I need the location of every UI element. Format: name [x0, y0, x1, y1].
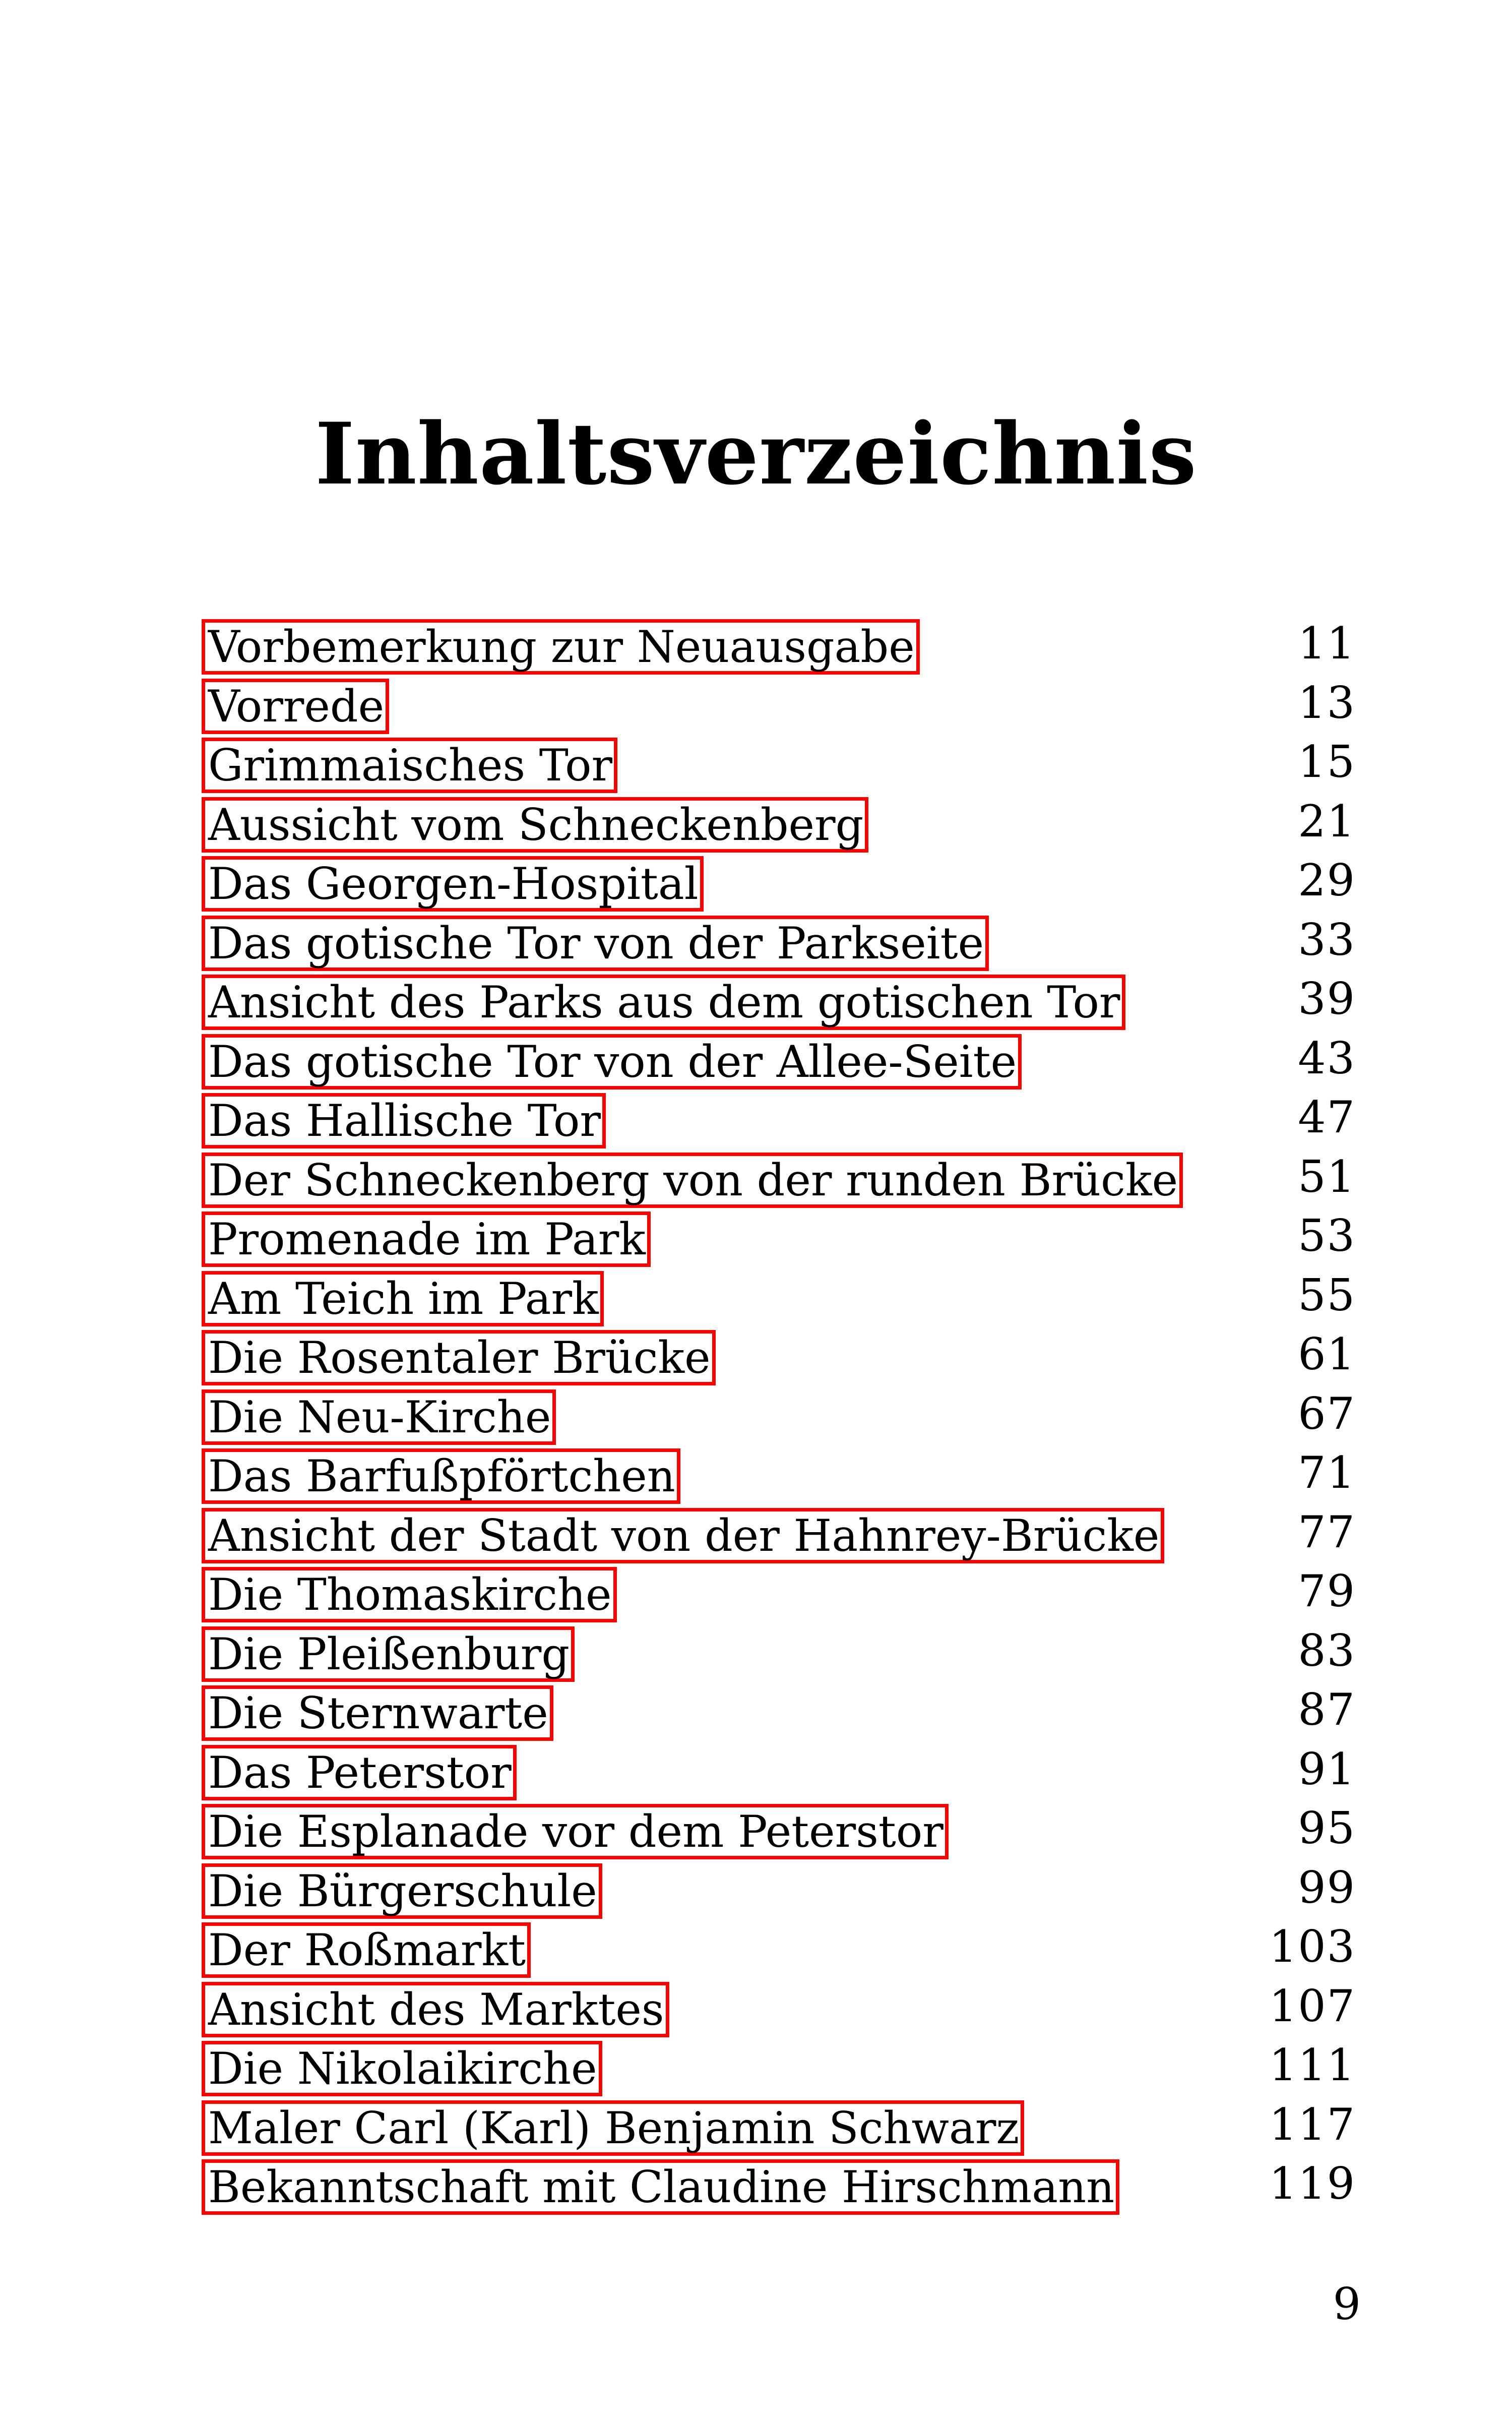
toc-entry-page: 29 — [1298, 855, 1356, 906]
toc-entry-title[interactable]: Ansicht des Parks aus dem gotischen Tor — [202, 975, 1125, 1030]
toc-entry — [202, 2156, 1361, 2216]
toc-entry-title[interactable]: Die Neu-Kirche — [202, 1389, 556, 1445]
toc-entry-page: 21 — [1298, 795, 1356, 847]
toc-entry — [202, 1742, 1361, 1801]
toc-entry — [202, 1327, 1361, 1386]
toc-entry-page: 111 — [1269, 2039, 1356, 2091]
toc-entry-title[interactable]: Promenade im Park — [202, 1212, 651, 1267]
toc-entry — [202, 1623, 1361, 1683]
toc-entry-page: 15 — [1298, 736, 1356, 788]
toc-entry — [202, 616, 1361, 676]
toc-entry-page: 91 — [1298, 1743, 1356, 1795]
toc-entry-page: 11 — [1298, 618, 1356, 669]
toc-entry-page: 43 — [1298, 1032, 1356, 1084]
toc-entry — [202, 1979, 1361, 2038]
toc-entry-page: 47 — [1298, 1092, 1356, 1143]
toc-entry-page: 67 — [1298, 1387, 1356, 1439]
toc-entry-title[interactable]: Die Nikolaikirche — [202, 2041, 602, 2096]
toc-entry — [202, 1919, 1361, 1979]
toc-entry-page: 33 — [1298, 914, 1356, 965]
toc-entry — [202, 1860, 1361, 1920]
toc-entry-title[interactable]: Der Roßmarkt — [202, 1922, 531, 1978]
toc-entry-title[interactable]: Vorrede — [202, 679, 389, 734]
toc-entry — [202, 1505, 1361, 1564]
toc-entry-page: 71 — [1298, 1447, 1356, 1498]
toc-entry — [202, 1268, 1361, 1327]
toc-entry — [202, 1445, 1361, 1505]
toc-entry-title[interactable]: Ansicht der Stadt von der Hahnrey-Brücke — [202, 1508, 1164, 1563]
toc-entry-page: 117 — [1269, 2098, 1356, 2150]
toc-entry-page: 87 — [1298, 1684, 1356, 1735]
toc-entry-page: 53 — [1298, 1210, 1356, 1261]
toc-entry — [202, 972, 1361, 1031]
toc-entry — [202, 1386, 1361, 1446]
toc-entry-page: 39 — [1298, 973, 1356, 1024]
toc-entry — [202, 1801, 1361, 1860]
toc-entry-page: 61 — [1298, 1328, 1356, 1380]
toc-entry-page: 95 — [1298, 1802, 1356, 1854]
toc-entry-title[interactable]: Das gotische Tor von der Allee-Seite — [202, 1034, 1022, 1090]
toc-entry-title[interactable]: Die Sternwarte — [202, 1685, 553, 1741]
toc-entry — [202, 853, 1361, 913]
toc-entry — [202, 913, 1361, 972]
toc-entry-title[interactable]: Grimmaisches Tor — [202, 738, 617, 793]
toc-entry-title[interactable]: Das Barfußpförtchen — [202, 1448, 680, 1504]
toc-entry-title[interactable]: Die Esplanade vor dem Peterstor — [202, 1804, 949, 1859]
toc-entry-title[interactable]: Das Peterstor — [202, 1745, 517, 1800]
toc-entry — [202, 1682, 1361, 1742]
toc-entry — [202, 1090, 1361, 1150]
toc-entry — [202, 735, 1361, 794]
toc-entry-title[interactable]: Die Rosentaler Brücke — [202, 1330, 716, 1385]
toc-entry-title[interactable]: Bekanntschaft mit Claudine Hirschmann — [202, 2159, 1119, 2215]
toc-entry-title[interactable]: Aussicht vom Schneckenberg — [202, 797, 868, 853]
toc-entry-title[interactable]: Das Hallische Tor — [202, 1093, 606, 1148]
toc-entry — [202, 1208, 1361, 1268]
toc-entry-page: 83 — [1298, 1624, 1356, 1676]
toc-entry-page: 103 — [1269, 1921, 1356, 1972]
toc-entry-page: 55 — [1298, 1269, 1356, 1321]
toc-entry-page: 107 — [1269, 1980, 1356, 2032]
toc-entry — [202, 1150, 1361, 1209]
toc-entry-page: 99 — [1298, 1861, 1356, 1913]
toc-entry-title[interactable]: Das Georgen-Hospital — [202, 856, 704, 912]
toc-entry-title[interactable]: Der Schneckenberg von der runden Brücke — [202, 1153, 1183, 1208]
toc-entry-page: 79 — [1298, 1565, 1356, 1617]
toc-entry — [202, 1564, 1361, 1623]
page-title: Inhaltsverzeichnis — [315, 404, 1197, 504]
toc-entry — [202, 2097, 1361, 2157]
toc-entry-title[interactable]: Am Teich im Park — [202, 1271, 604, 1326]
toc-entry-page: 13 — [1298, 677, 1356, 729]
toc-entry — [202, 1031, 1361, 1091]
toc-entry-page: 77 — [1298, 1506, 1356, 1558]
toc-entry-title[interactable]: Das gotische Tor von der Parkseite — [202, 916, 989, 971]
toc-entry-title[interactable]: Vorbemerkung zur Neuausgabe — [202, 619, 920, 675]
toc-entry — [202, 676, 1361, 735]
toc-entry-title[interactable]: Die Pleißenburg — [202, 1626, 575, 1682]
toc-entry-title[interactable]: Die Bürgerschule — [202, 1863, 602, 1919]
toc-entry — [202, 794, 1361, 854]
table-of-contents — [202, 616, 1361, 2216]
toc-entry-page: 51 — [1298, 1151, 1356, 1202]
toc-entry — [202, 2038, 1361, 2097]
toc-entry-title[interactable]: Die Thomaskirche — [202, 1567, 617, 1622]
page-number: 9 — [1333, 2278, 1361, 2330]
toc-entry-title[interactable]: Ansicht des Marktes — [202, 1982, 669, 2037]
toc-entry-title[interactable]: Maler Carl (Karl) Benjamin Schwarz — [202, 2100, 1024, 2156]
toc-entry-page: 119 — [1269, 2158, 1356, 2209]
